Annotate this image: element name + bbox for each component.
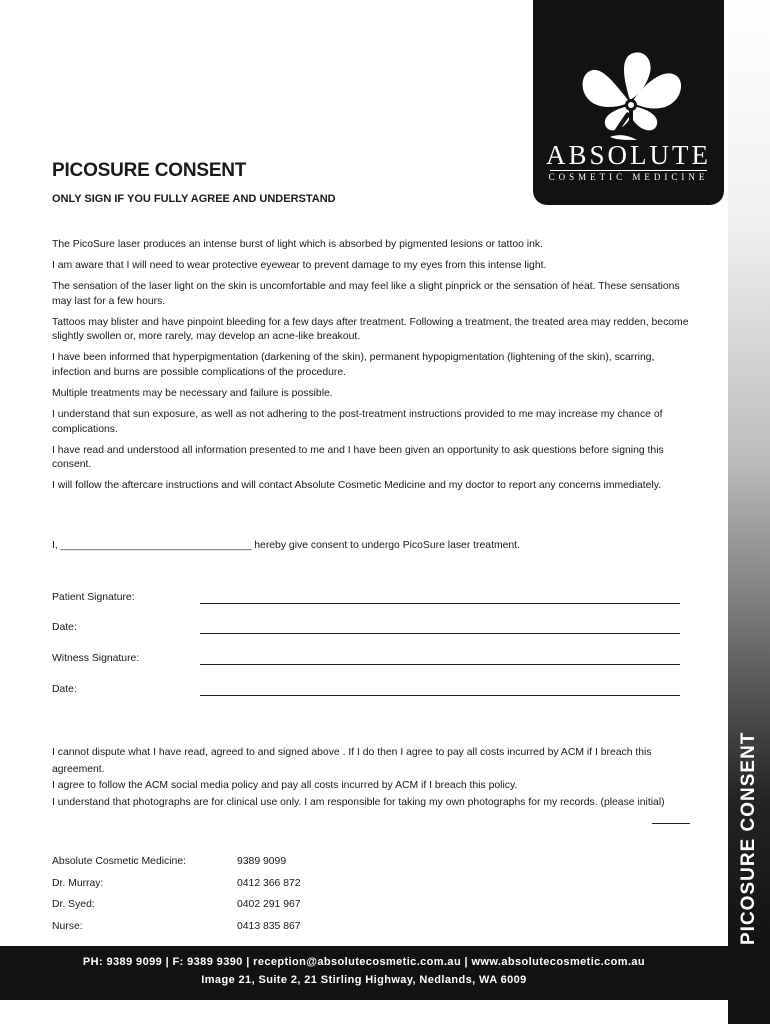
consent-prefix: I, [52, 540, 61, 551]
date-label: Date: [52, 622, 77, 633]
paragraph: I am aware that I will need to wear protective eyewear to prevent damage to my eyes from this intense light. [52, 260, 547, 272]
patient-signature-label: Patient Signature: [52, 592, 135, 603]
paragraph: Tattoos may blister and have pinpoint bleeding for a few days after treatment. Following a treatment, the treated area may redden, become slightly swollen or, more rarely, may develop an acne-like breakout. [52, 316, 689, 343]
paragraph: I have read and understood all information presented to me and I have been given an opportunity to ask questions before signing this consent. [52, 444, 664, 471]
footer [0, 946, 770, 1000]
consent-suffix: hereby give consent to undergo PicoSure laser treatment. [251, 540, 520, 551]
page-title: PICOSURE CONSENT [52, 160, 247, 181]
paragraph: The sensation of the laser light on the skin is uncomfortable and may feel like a slight pinprick or the sensation of heat. These sensations may last for a few hours. [52, 281, 680, 307]
contact-label: Dr. Murray: [52, 877, 104, 889]
logo-divider [550, 170, 707, 171]
contact-label: Absolute Cosmetic Medicine: [52, 856, 186, 867]
logo-tagline: COSMETIC MEDICINE [548, 172, 709, 182]
consent-statement [52, 540, 520, 551]
contact-phone: 0402 291 967 [237, 899, 301, 910]
contact-label: Dr. Syed: [52, 899, 95, 910]
contact-phone: 0412 366 872 [237, 877, 301, 889]
side-label-text: PICOSURE CONSENT [738, 731, 759, 945]
contact-phone: 0413 835 867 [237, 920, 301, 932]
logo-wordmark: ABSOLUTE [546, 140, 711, 170]
logo [533, 0, 724, 205]
page-subtitle: ONLY SIGN IF YOU FULLY AGREE AND UNDERSTAND [52, 193, 336, 205]
contact-label: Nurse: [52, 920, 83, 932]
footer-contact-line: PH: 9389 9099 | F: 9389 9390 | reception@absolutecosmetic.com.au | www.absolutecosmetic.com.au [82, 956, 646, 968]
patient-signature-line[interactable] [200, 603, 680, 604]
paragraph: I understand that sun exposure, as well as not adhering to the post-treatment instructions provided to me may increase my chance of complications. [52, 409, 663, 435]
agreement-item: I understand that photographs are for clinical use only. I am responsible for taking my own photographs for my records. (please initial) [52, 796, 665, 808]
agreement-block [52, 745, 692, 811]
date-line[interactable] [200, 633, 680, 634]
consent-body [52, 238, 692, 500]
witness-signature-label: Witness Signature: [52, 653, 140, 664]
footer-address-line: Image 21, Suite 2, 21 Stirling Highway, Nedlands, WA 6009 [201, 974, 527, 986]
paragraph: Multiple treatments may be necessary and failure is possible. [52, 387, 333, 399]
flower-icon [575, 50, 685, 142]
agreement-item: I agree to follow the ACM social media policy and pay all costs incurred by ACM if I breach this policy. [52, 780, 518, 791]
witness-signature-line[interactable] [200, 664, 680, 665]
initial-line[interactable] [652, 823, 690, 824]
name-blank[interactable]: _________________________________ [60, 540, 252, 551]
paragraph: I have been informed that hyperpigmentation (darkening of the skin), permanent hypopigmentation (lightening of the skin), scarring, infection and burns are possible complications of the procedure. [52, 352, 655, 378]
paragraph: I will follow the aftercare instructions and will contact Absolute Cosmetic Medicine and my doctor to report any concerns immediately. [52, 480, 662, 492]
witness-date-line[interactable] [200, 695, 680, 696]
witness-date-label: Date: [52, 684, 77, 695]
paragraph: The PicoSure laser produces an intense burst of light which is absorbed by pigmented lesions or tattoo ink. [52, 239, 543, 250]
contact-phone: 9389 9099 [237, 856, 287, 867]
agreement-item: I cannot dispute what I have read, agreed to and signed above . If I do then I agree to pay all costs incurred by ACM if I breach this agreement. [52, 747, 652, 775]
